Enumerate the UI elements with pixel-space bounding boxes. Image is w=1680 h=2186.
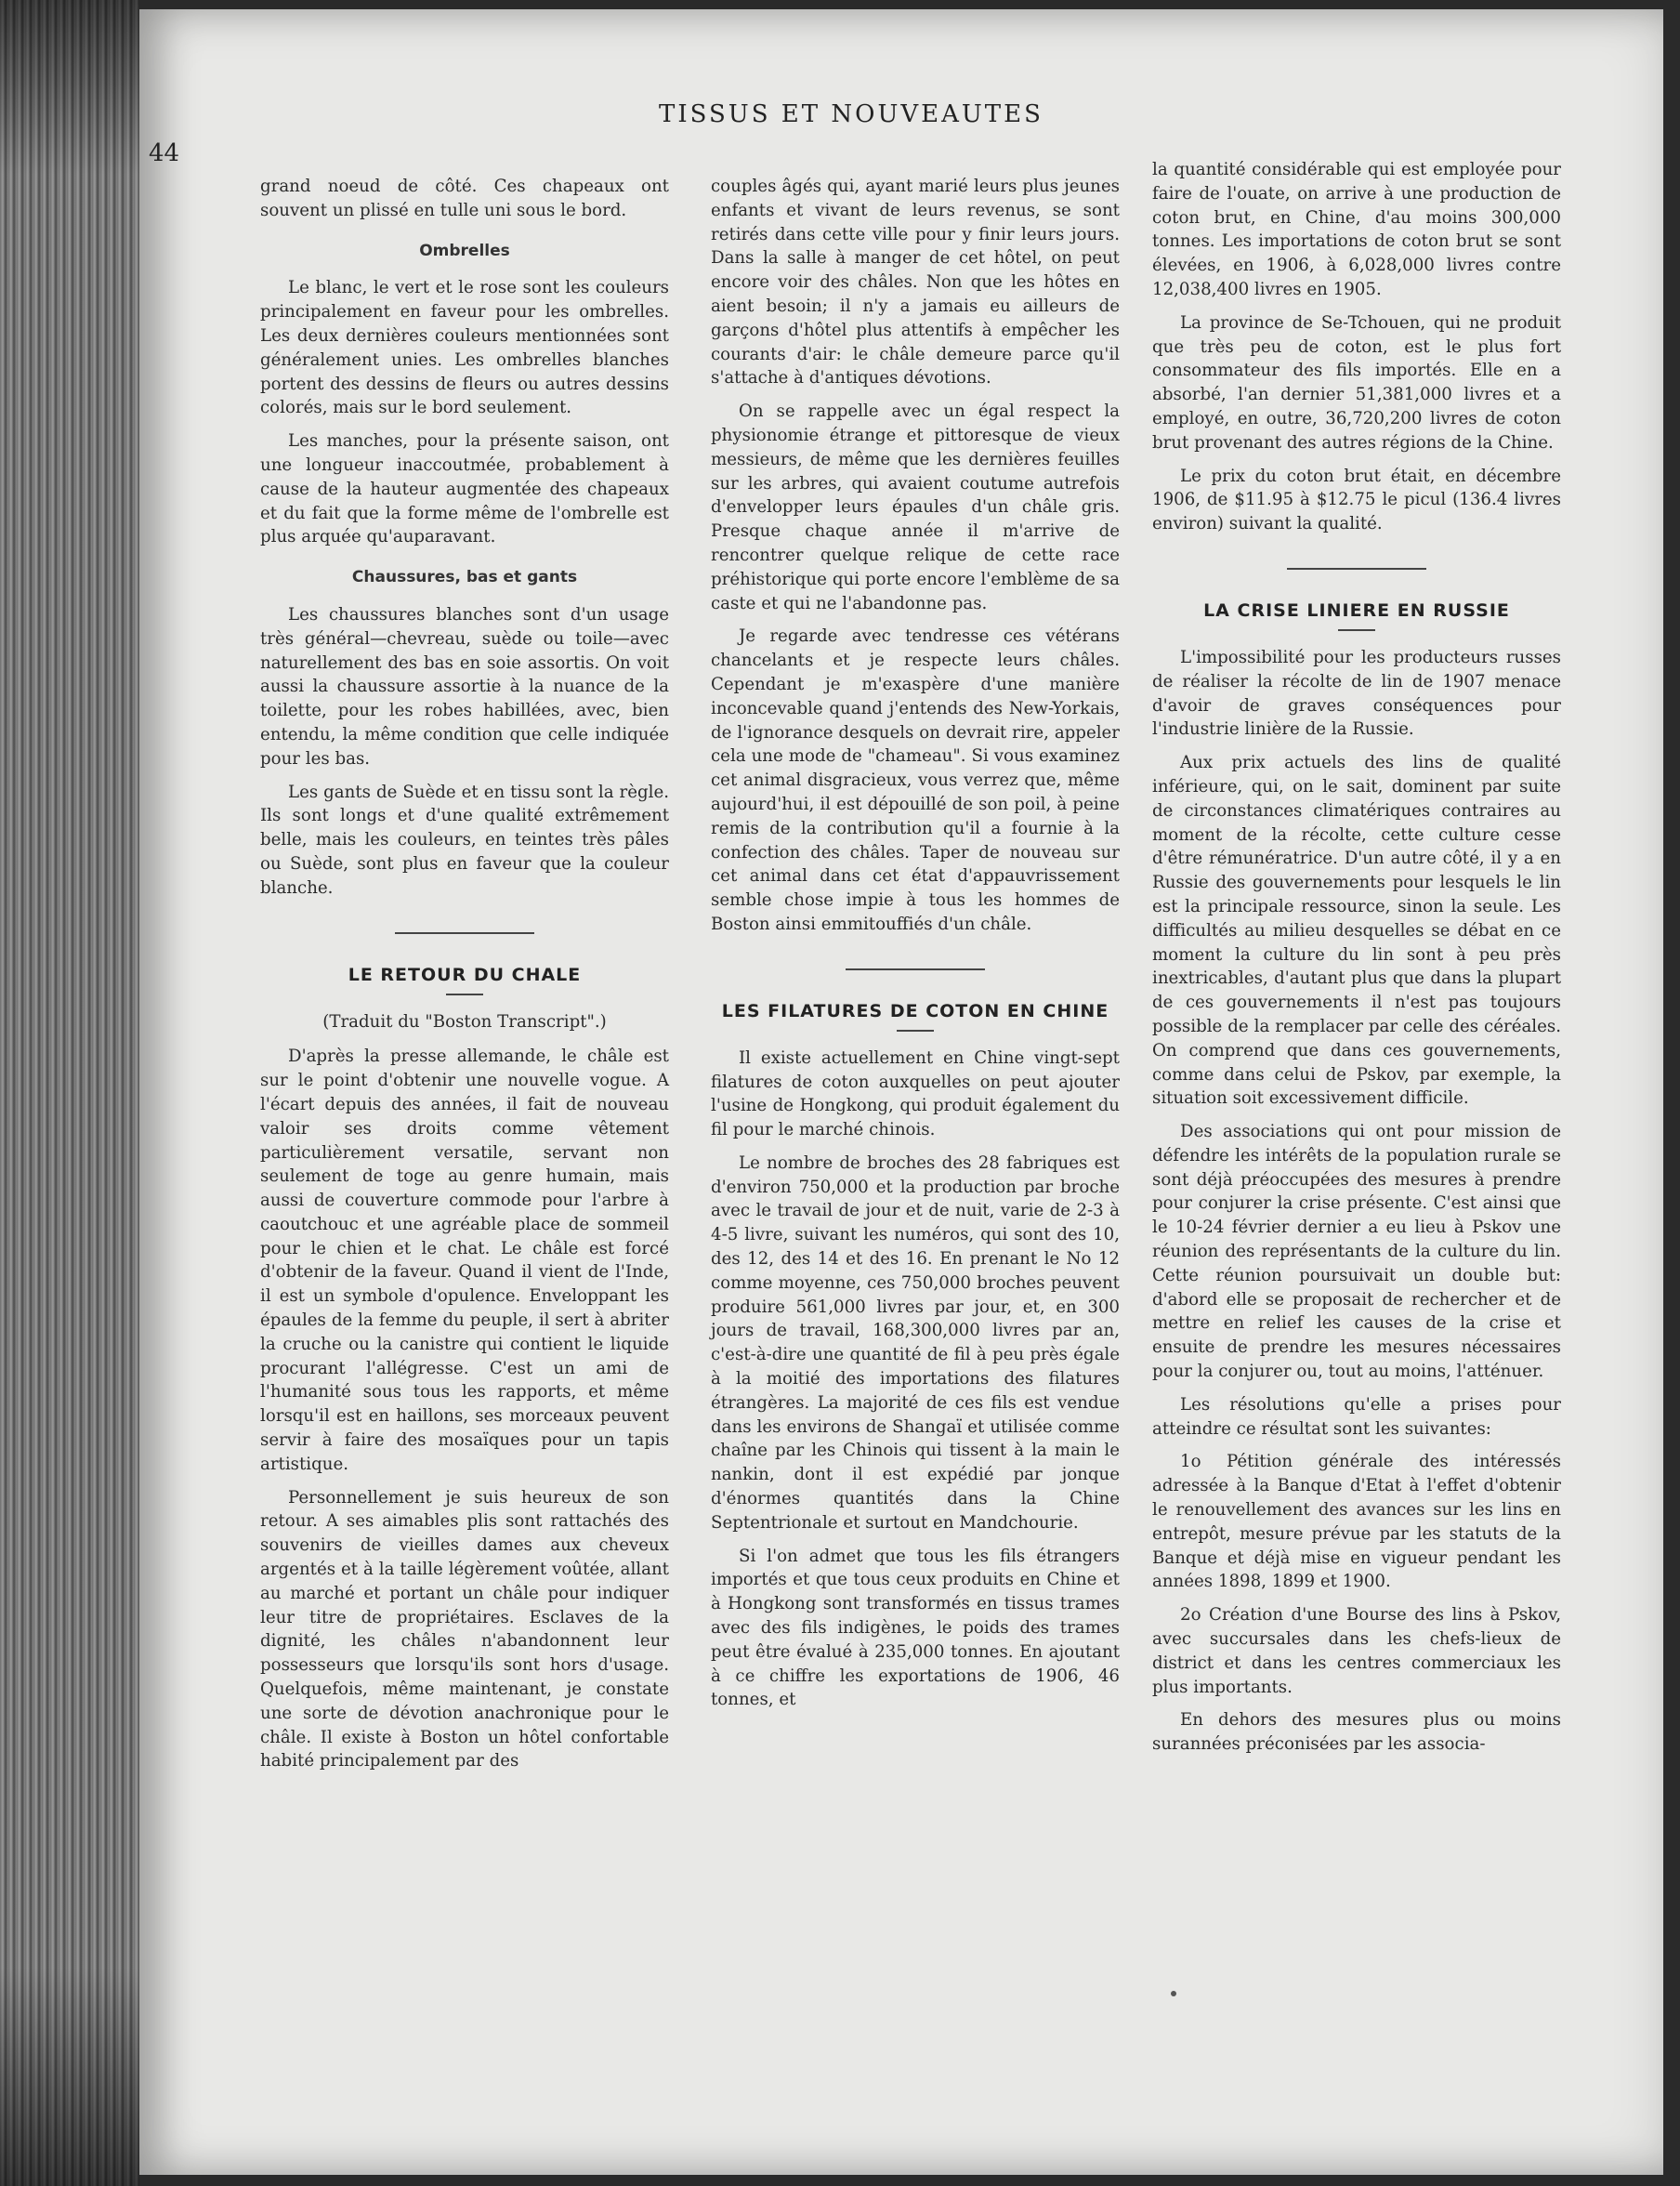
section-title-filatures: LES FILATURES DE COTON EN CHINE <box>721 1000 1109 1021</box>
paragraph: Je regarde avec tendresse ces vétérans chancelants et je respecte leurs châles. Cependant je m'exaspère d'une manière inconcevable quand j'entends des New-Yorkais, de l'ignorance desquels on devrait rire, appeler cela une mode de "chameau". Si vous examinez cet animal disgracieux, vous verrez que, même aujourd'hui, il est dépouillé de son poil, à peine remis de la contribution qu'il a fournie à la confection des châles. Taper de nouveau sur cet animal dans cet état d'appauvrissement semble chose impie à tous les hommes de Boston ainsi emmitouffiés d'un châle. <box>711 626 1120 934</box>
paragraph: Aux prix actuels des lins de qualité inférieure, qui, on le sait, dominent par suite de circonstances climatériques contraires au moment de la récolte, cette culture cesse d'être rémunératrice. D'un autre côté, il y a en Russie des gouvernements pour lesquels le lin est la principale ressource, sinon la seule. Les difficultés au milieu desquelles se débat en ce moment la culture du lin sont à peu près inextricables, d'autant plus que dans la plupart de ces gouvernements il n'est pas toujours possible de la remplacer par celle des céréales. On comprend que dans ces gouvernements, comme dans celui de Pskov, par exemple, la situation soit excessivement difficile. <box>1152 753 1561 1109</box>
paragraph: Les gants de Suède et en tissu sont la règle. Ils sont longs et d'une qualité extrêmement belle, mais les couleurs, en teintes très pâles ou Suède, sont plus en faveur que la couleur blanche. <box>260 782 669 898</box>
section-divider <box>395 932 534 934</box>
paragraph: D'après la presse allemande, le châle est sur le point d'obtenir une nouvelle vogue. A l'écart depuis des années, il fait de nouveau valoir ses droits comme vêtement particulièrement versatile, servant non seulement de toge au genre humain, mais aussi de couverture commode pour l'arbre à caoutchouc et une agréable place de sommeil pour le chien et le chat. Le châle est forcé d'obtenir de la faveur. Quand il vient de l'Inde, il est un symbole d'opulence. Enveloppant les épaules de la femme du peuple, il sert à abriter la cruche ou la canistre qui contient le liquide procurant l'allégresse. C'est un ami de l'humanité sous tous les rapports, et même lorsqu'il est en haillons, ses morceaux peuvent servir à faire des mosaïques pour un tapis artistique. <box>260 1047 669 1474</box>
paragraph: L'impossibilité pour les producteurs russes de réaliser la récolte de lin de 1907 menace d'avoir de graves conséquences pour l'industrie linière de la Russie. <box>1152 647 1561 740</box>
page-number: 44 <box>149 139 180 167</box>
section-divider <box>1287 568 1426 570</box>
paragraph: Le nombre de broches des 28 fabriques est d'environ 750,000 et la production par broche avec le travail de jour et de nuit, varie de 2-3 à 4-5 livre, suivant les numéros, qui sont des 10, des 12, des 14 et des 16. En prenant le No 12 comme moyenne, ces 750,000 broches peuvent produire 561,000 livres par jour, et, en 300 jours de travail, 168,300,000 livres par an, c'est-à-dire une quantité de fil à peu près égale à la moitié des importations des filatures étrangères. La majorité de ces fils est vendue dans les environs de Shangaï et utilisée comme chaîne par les Chinois qui tissent à la main le nankin, dont il est expédié par jonque d'énormes quantités dans la Chine Septentrionale et surtout en Mandchourie. <box>711 1152 1120 1533</box>
paragraph: Les chaussures blanches sont d'un usage très général—chevreau, suède ou toile—avec naturellement des bas en soie assortis. On voit aussi la chaussure assortie à la nuance de la toilette, pour les robes habillées, avec, bien entendu, la même condition que celle indiquée pour les bas. <box>260 604 669 769</box>
ink-speck <box>1171 1991 1176 1996</box>
paragraph: On se rappelle avec un égal respect la physionomie étrange et pittoresque de vieux messieurs, de même que les dernières feuilles sur les arbres, qui avaient coutume autrefois d'envelopper leurs épaules d'un châle gris. Presque chaque année il m'arrive de rencontrer quelque relique de cette race préhistorique qui porte encore l'emblème de sa caste et qui ne l'abandonne pas. <box>711 402 1120 613</box>
paragraph: la quantité considérable qui est employée pour faire de l'ouate, on arrive à une production de coton brut, en Chine, d'au moins 300,000 tonnes. Les importations de coton brut se sont élevées, en 1906, à 6,028,000 livres contre 12,038,400 livres en 1905. <box>1152 160 1561 299</box>
title-underline <box>446 994 483 995</box>
title-underline <box>1338 629 1375 631</box>
paragraph: Le blanc, le vert et le rose sont les couleurs principalement en faveur pour les ombrelles. Les deux dernières couleurs mentionnées sont généralement unies. Les ombrelles blanches portent des dessins de fleurs ou autres dessins colorés, mais sur le bord seulement. <box>260 278 669 418</box>
section-title-retour: LE RETOUR DU CHALE <box>348 964 582 985</box>
paragraph: Personnellement je suis heureux de son retour. A ses aimables plis sont rattachés des souvenirs de vieilles dames aux cheveux argentés et à la taille légèrement voûtée, allant au marché et portant un châle pour indiquer leur titre de propriétaires. Esclaves de la dignité, les châles n'abandonnent leur possesseurs que lorsqu'ils sont hors d'usage. Quelquefois, même maintenant, je constate une sorte de dévotion anachronique pour le châle. Il existe à Boston un hôtel confortable habité principalement par des <box>260 1487 669 1771</box>
article-source: (Traduit du "Boston Transcript".) <box>322 1011 607 1032</box>
paragraph: En dehors des mesures plus ou moins surannées préconisées par les associa- <box>1152 1710 1561 1755</box>
paragraph: Des associations qui ont pour mission de défendre les intérêts de la population rurale se sont déjà préoccupées des mesures à prendre pour conjurer la crise présente. C'est ainsi que le 10-24 février dernier a eu lieu à Pskov une réunion des représentants de la culture du lin. Cette réunion poursuivait un double but: d'abord elle se proposait de rechercher et de mettre en relief les causes de la crise et ensuite de prendre les mesures nécessaires pour la conjurer ou, tout au moins, l'atténuer. <box>1152 1122 1561 1382</box>
column-1 <box>260 175 669 1783</box>
paragraph: 2o Création d'une Bourse des lins à Pskov, avec succursales dans les chefs-lieux de district et dans les centres commerciaux les plus importants. <box>1152 1605 1561 1697</box>
section-title-crise: LA CRISE LINIERE EN RUSSIE <box>1203 599 1510 621</box>
paragraph: Le prix du coton brut était, en décembre 1906, de $11.95 à $12.75 le picul (136.4 livres environ) suivant la qualité. <box>1152 466 1561 534</box>
paragraph: Il existe actuellement en Chine vingt-sept filatures de coton auxquelles on peut ajouter l'usine de Hongkong, qui produit également du fil pour le marché chinois. <box>711 1047 1120 1140</box>
spine-shadow <box>0 0 139 2186</box>
section-divider <box>846 968 985 970</box>
column-2 <box>711 175 1120 1721</box>
paragraph: Les résolutions qu'elle a prises pour atteindre ce résultat sont les suivantes: <box>1152 1394 1561 1439</box>
title-underline <box>897 1030 934 1032</box>
paragraph: Si l'on admet que tous les fils étrangers importés et que tous ceux produits en Chine et à Hongkong sont transformés en tissus trames avec des fils indigènes, le poids des trames peut être évalué à 235,000 tonnes. En ajoutant à ce chiffre les exportations de 1906, 46 tonnes, et <box>711 1546 1120 1710</box>
paragraph: grand noeud de côté. Ces chapeaux ont souvent un plissé en tulle uni sous le bord. <box>260 177 669 220</box>
paragraph: La province de Se-Tchouen, qui ne produit que très peu de coton, est le plus fort consommateur des fils importés. Elle en a absorbé, l'an dernier 51,381,000 livres et a employé, en outre, 36,720,200 livres de coton brut provenant des autres régions de la Chine. <box>1152 312 1561 453</box>
subheading-chaussures: Chaussures, bas et gants <box>351 568 578 587</box>
running-header: TISSUS ET NOUVEAUTES <box>659 100 1043 128</box>
subheading-ombrelles: Ombrelles <box>419 241 510 260</box>
column-3 <box>1152 158 1561 1766</box>
paragraph: Les manches, pour la présente saison, ont une longueur inaccoutmée, probablement à cause de la hauteur augmentée des chapeaux et du fait que la forme même de l'ombrelle est plus arquée qu'auparavant. <box>260 431 669 547</box>
paragraph: 1o Pétition générale des intéressés adressée à la Banque d'Etat à l'effet d'obtenir le renouvellement des avances sur les lins en entrepôt, mesure prévue par les statuts de la Banque et déjà mise en vigueur pendant les années 1898, 1899 et 1900. <box>1152 1452 1561 1592</box>
paragraph: couples âgés qui, ayant marié leurs plus jeunes enfants et vivant de leurs revenus, se sont retirés dans cette ville pour y finir leurs jours. Dans la salle à manger de cet hôtel, on peut encore voir des châles. Non que les hôtes en aient besoin; il n'y a jamais eu ailleurs de garçons d'hôtel plus attentifs à empêcher les courants d'air: le châle demeure parce qu'il s'attache à d'antiques dévotions. <box>711 177 1120 388</box>
